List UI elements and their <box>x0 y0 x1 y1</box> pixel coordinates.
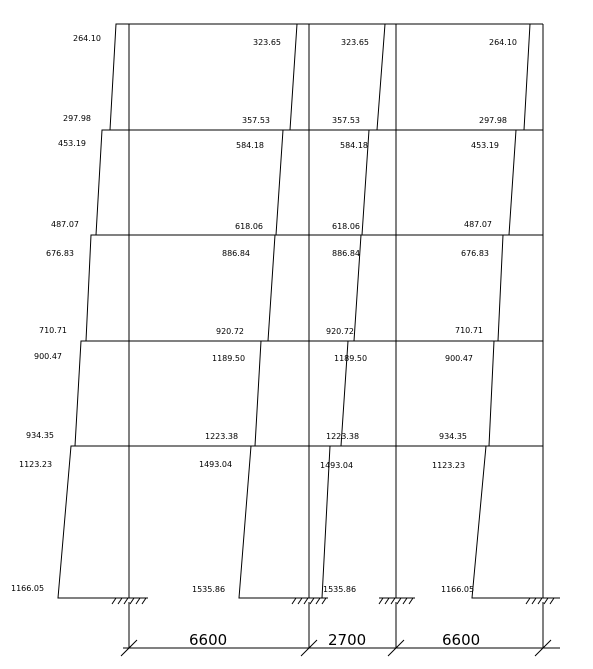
shear-value-label: 1166.05 <box>11 584 45 593</box>
shear-polygon <box>110 24 129 130</box>
shear-value-label: 453.19 <box>58 139 86 148</box>
shear-value-label: 886.84 <box>332 249 360 258</box>
shear-value-label: 487.07 <box>464 220 492 229</box>
fixed-supports <box>112 598 560 604</box>
shear-polygon <box>75 341 129 446</box>
shear-value-label: 1223.38 <box>326 432 360 441</box>
fixed-support <box>379 598 415 604</box>
shear-value-label: 920.72 <box>326 327 354 336</box>
shear-value-label: 900.47 <box>34 352 62 361</box>
shear-value-label: 357.53 <box>242 116 270 125</box>
shear-value-label: 676.83 <box>46 249 74 258</box>
shear-value-label: 710.71 <box>455 326 483 335</box>
shear-polygon <box>509 130 543 235</box>
shear-polygon <box>239 446 309 598</box>
shear-value-label: 934.35 <box>26 431 54 440</box>
shear-value-label: 920.72 <box>216 327 244 336</box>
shear-value-label: 1123.23 <box>432 461 466 470</box>
shear-value-label: 453.19 <box>471 141 499 150</box>
shear-value-label: 1223.38 <box>205 432 239 441</box>
shear-value-label: 584.18 <box>340 141 368 150</box>
shear-polygon <box>268 235 309 341</box>
shear-value-label: 676.83 <box>461 249 489 258</box>
shear-value-label: 264.10 <box>73 34 101 43</box>
shear-polygon <box>276 130 309 235</box>
shear-value-label: 618.06 <box>332 222 360 231</box>
shear-value-label: 264.10 <box>489 38 517 47</box>
shear-value-label: 1166.05 <box>441 585 475 594</box>
shear-polygon <box>58 446 129 598</box>
shear-value-label: 1493.04 <box>320 461 354 470</box>
shear-value-label: 1189.50 <box>334 354 368 363</box>
shear-value-label: 1123.23 <box>19 460 53 469</box>
shear-value-label: 710.71 <box>39 326 67 335</box>
shear-polygon <box>86 235 129 341</box>
shear-value-label: 297.98 <box>479 116 507 125</box>
shear-value-label: 1189.50 <box>212 354 246 363</box>
shear-value-label: 323.65 <box>253 38 281 47</box>
shear-value-label: 934.35 <box>439 432 467 441</box>
shear-value-label: 1535.86 <box>192 585 226 594</box>
fixed-support <box>292 598 328 604</box>
frame-structure <box>80 24 543 598</box>
shear-diagrams <box>58 24 543 598</box>
fixed-support <box>112 598 148 604</box>
shear-value-label: 618.06 <box>235 222 263 231</box>
shear-polygon <box>96 130 129 235</box>
shear-polygon <box>524 24 543 130</box>
dimension-span-1: 6600 <box>189 631 228 649</box>
dimension-span-3: 6600 <box>442 631 481 649</box>
dimension-span-2: 2700 <box>328 631 367 649</box>
shear-value-label: 297.98 <box>63 114 91 123</box>
shear-value-label: 584.18 <box>236 141 264 150</box>
shear-value-label: 323.65 <box>341 38 369 47</box>
shear-value-label: 900.47 <box>445 354 473 363</box>
shear-value-label: 357.53 <box>332 116 360 125</box>
shear-value-label: 1535.86 <box>323 585 357 594</box>
shear-polygon <box>498 235 543 341</box>
shear-polygon <box>472 446 543 598</box>
shear-polygon <box>489 341 543 446</box>
shear-polygon <box>255 341 309 446</box>
shear-value-label: 886.84 <box>222 249 250 258</box>
shear-value-label: 487.07 <box>51 220 79 229</box>
shear-value-label: 1493.04 <box>199 460 233 469</box>
shear-polygon <box>290 24 309 130</box>
